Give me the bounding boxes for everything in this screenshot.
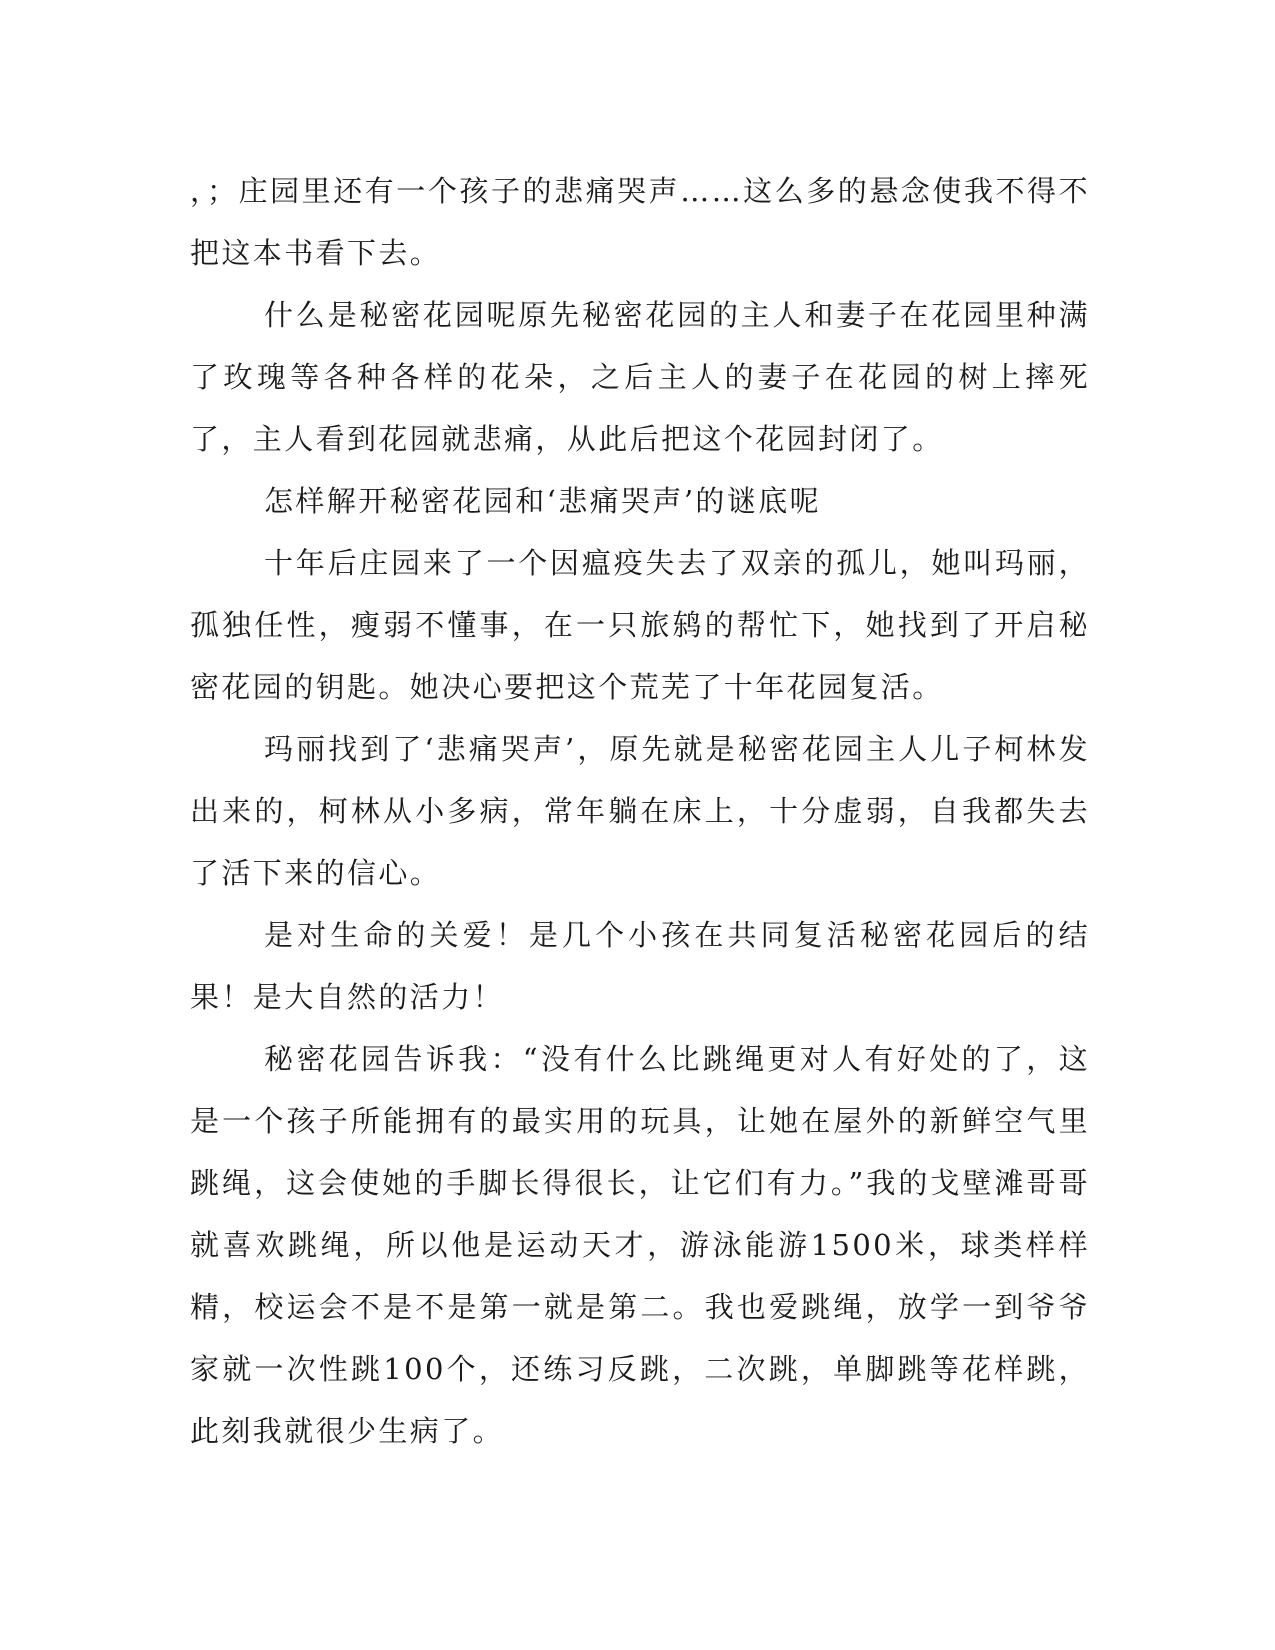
document-body bbox=[190, 160, 1090, 1462]
paragraph-jump-rope: 秘密花园告诉我：“没有什么比跳绳更对人有好处的了，这是一个孩子所能拥有的最实用的玩具，让她在屋外的新鲜空气里跳绳，这会使她的手脚长得很长，让它们有力。”我的戈壁滩哥哥就喜欢跳绳，所以他是运动天才，游泳能游1500米，球类样样精，校运会不是不是第一就是第二。我也爱跳绳，放学一到爷爷家就一次性跳100个，还练习反跳，二次跳，单脚跳等花样跳，此刻我就很少生病了。 bbox=[190, 1042, 1090, 1448]
paragraph-continuation: ，；庄园里还有一个孩子的悲痛哭声……这么多的悬念使我不得不把这本书看下去。 bbox=[190, 174, 1090, 270]
paragraph-mystery-question: 怎样解开秘密花园和‘悲痛哭声’的谜底呢 bbox=[264, 484, 822, 518]
paragraph-what-is-secret-garden: 什么是秘密花园呢原先秘密花园的主人和妻子在花园里种满了玫瑰等各种各样的花朵，之后主人的妻子在花园的树上摔死了，主人看到花园就悲痛，从此后把这个花园封闭了。 bbox=[190, 298, 1090, 456]
paragraph-love-of-life: 是对生命的关爱！是几个小孩在共同复活秘密花园后的结果！是大自然的活力！ bbox=[190, 918, 1090, 1014]
paragraph-colin: 玛丽找到了‘悲痛哭声’，原先就是秘密花园主人儿子柯林发出来的，柯林从小多病，常年躺在床上，十分虚弱，自我都失去了活下来的信心。 bbox=[190, 732, 1090, 890]
paragraph-mary-arrives: 十年后庄园来了一个因瘟疫失去了双亲的孤儿，她叫玛丽，孤独任性，瘦弱不懂事，在一只旅鸫的帮忙下，她找到了开启秘密花园的钥匙。她决心要把这个荒芜了十年花园复活。 bbox=[190, 546, 1090, 704]
